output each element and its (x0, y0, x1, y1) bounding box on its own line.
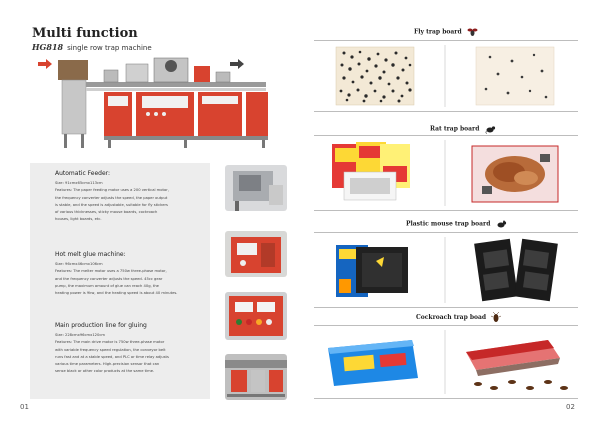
spec-line: with variable frequency speed regulation, the conveyor belt (55, 347, 166, 352)
fly-trap-images (314, 41, 578, 111)
rat-trap-images (314, 136, 578, 210)
cockroach-trap-section (314, 325, 578, 399)
spec-heading: Hot melt glue machine: (55, 251, 126, 258)
fly-trap-section (314, 40, 578, 112)
spec-section-feeder (55, 170, 205, 224)
spec-line: houses, light boards, etc. (55, 217, 102, 222)
plastic-mouse-trap-section (314, 232, 578, 308)
spec-line: is stable, and the speed is adjustable, suitable for fly stickers (55, 202, 168, 207)
section-label-text: Fly trap board (414, 28, 462, 36)
plastic-trap-open-image (474, 239, 558, 301)
rat-trap-package-image (332, 142, 410, 200)
glue-machine-photo (225, 231, 287, 277)
section-label-rat (430, 124, 496, 134)
spec-section-production-line (55, 322, 205, 376)
page-subtitle (32, 42, 152, 52)
mouse-icon (496, 219, 507, 229)
production-line-photo (225, 354, 287, 400)
machine-image (34, 52, 284, 152)
cockroach-icon (491, 312, 501, 323)
cockroach-trap-images (314, 326, 578, 398)
section-label-cockroach (416, 312, 501, 323)
feeder-photo (225, 165, 287, 211)
spec-line: Size: 91cmx65cmx113cm (55, 181, 103, 185)
spec-heading: Main production line for gluing (55, 322, 147, 329)
section-label-text: Cockroach trap boad (416, 314, 487, 321)
spec-line: of various thicknesses, sticky mouse boards, cockroach (55, 210, 158, 215)
subtitle-text: single row trap machine (67, 44, 152, 52)
page-title: Multi function (32, 26, 138, 41)
page-number: 02 (566, 403, 575, 411)
rat-trap-section (314, 135, 578, 211)
rat-trap-board-image (472, 146, 558, 202)
cockroach-trap-board-image (466, 340, 568, 390)
cockroach-trap-box-image (328, 340, 418, 386)
spec-line: Size: 228cmx96cmx120cm (55, 333, 105, 337)
fly-icon (467, 27, 478, 37)
section-label-fly (414, 27, 478, 37)
model-number: HG818 (32, 42, 64, 52)
spec-panel (30, 163, 210, 399)
fly-trap-light-image (476, 47, 554, 105)
spec-line: the frequency converter adjusts the speed, the paper output (55, 195, 168, 200)
feed-arrow-left-icon (38, 59, 52, 69)
control-panel-photo (225, 292, 287, 340)
section-label-text: Rat trap board (430, 125, 480, 133)
rat-icon (485, 124, 496, 134)
spec-line: heating power is 9kw, and the heating speed is about 40 minutes. (55, 291, 178, 296)
fly-trap-used-image (336, 47, 414, 105)
plastic-mouse-trap-images (314, 233, 578, 307)
spec-section-glue (55, 251, 205, 297)
spec-line: various time parameters. High-precision sensor that can (55, 362, 160, 367)
spec-line: pump, the maximum amount of glue can reach 40g, the (55, 283, 159, 288)
spec-heading: Automatic Feeder: (55, 170, 111, 177)
spec-line: Features: The melter motor uses a 750w three-phase motor, (55, 269, 167, 274)
plastic-trap-package-image (336, 245, 408, 297)
feed-arrow-right-icon (230, 59, 244, 69)
spec-line: Features: The main drive motor is 750w three-phase motor (55, 340, 165, 345)
spec-line: Features: The paper feeding motor uses a 200 vertical motor, (55, 188, 169, 193)
spec-line: Size: 96cmx46cmx106cm (55, 262, 103, 266)
spec-line: sense black or other color products at the same time. (55, 369, 155, 374)
section-label-text: Plastic mouse trap board (406, 220, 491, 228)
section-label-plastic-mouse (406, 219, 507, 229)
spec-line: runs fast and at a stable speed, and PLC or time relay adjusts (55, 354, 169, 359)
page-number: 01 (20, 403, 29, 411)
spec-line: and the frequency converter adjusts the speed. 45cc gear (55, 276, 163, 281)
